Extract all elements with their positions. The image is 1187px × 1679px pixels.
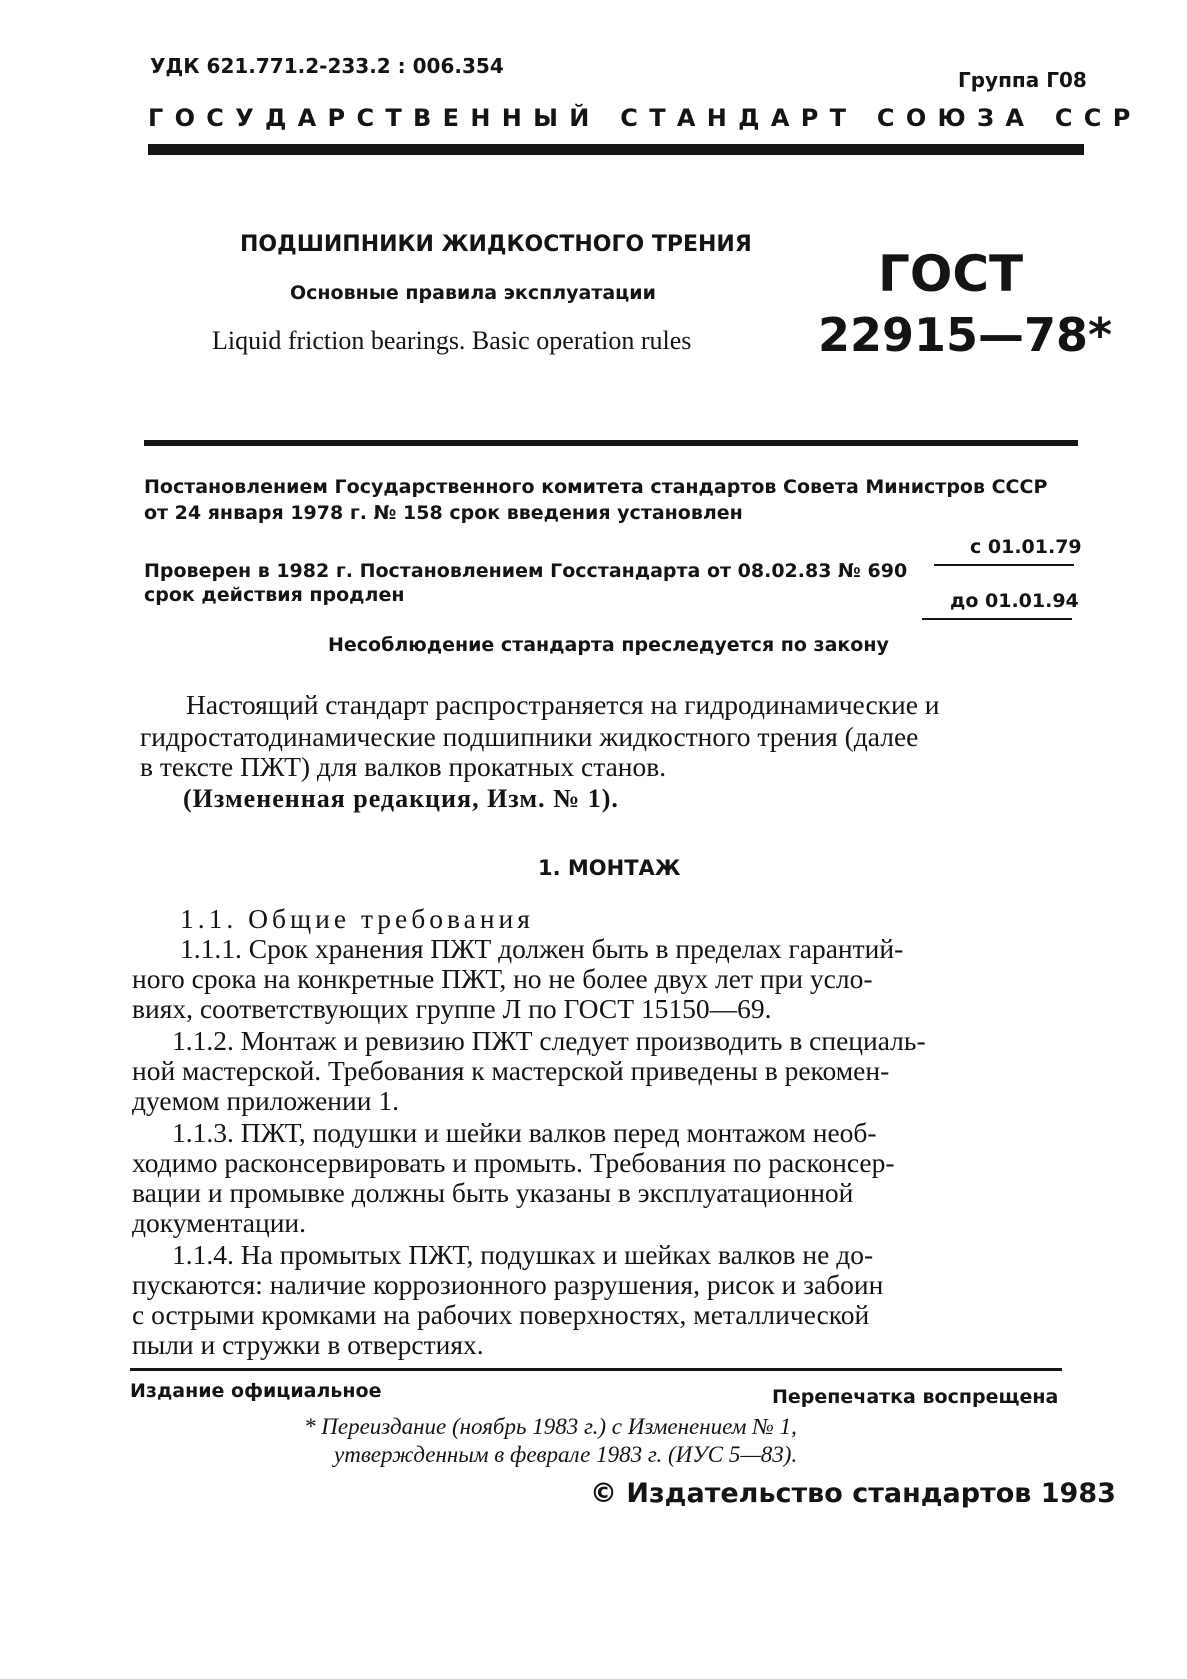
udc-code: УДК 621.771.2-233.2 : 006.354 (150, 54, 504, 78)
paragraph-line: вации и промывке должны быть указаны в эксплуатационной (132, 1177, 854, 1208)
header-thick-rule (148, 144, 1084, 155)
legal-warning: Несоблюдение стандарта преследуется по закону (328, 634, 889, 656)
title-divider-rule (144, 440, 1078, 446)
intro-line: в тексте ПЖТ) для валков прокатных станов. (140, 751, 667, 782)
paragraph-line: документации. (132, 1207, 307, 1238)
state-standard-heading: ГОСУДАРСТВЕННЫЙ СТАНДАРТ СОЮЗА ССР (148, 104, 1142, 132)
paragraph-line: дуемом приложении 1. (132, 1085, 399, 1116)
paragraph-line: 1.1.4. На промытых ПЖТ, подушках и шейках валков не до- (172, 1239, 874, 1270)
effective-date-underline (934, 564, 1074, 566)
reissue-note: утвержденным в феврале 1983 г. (ИУС 5—83). (334, 1442, 798, 1467)
paragraph-line: ной мастерской. Требования к мастерской приведены в рекомен- (132, 1055, 890, 1086)
standard-title-en: Liquid friction bearings. Basic operation rules (212, 326, 692, 355)
paragraph-line: с острыми кромками на рабочих поверхностях, металлической (132, 1299, 870, 1330)
expiry-date: до 01.01.94 (950, 590, 1079, 612)
publisher-copyright: © Издательство стандартов 1983 (590, 1478, 1116, 1509)
official-edition-label: Издание официальное (130, 1380, 382, 1402)
paragraph-line: виях, соответствующих группе Л по ГОСТ 15150—69. (132, 993, 772, 1024)
reissue-note: * Переиздание (ноябрь 1983 г.) с Изменением № 1, (304, 1414, 797, 1439)
subsection-heading: 1.1. Общие требования (180, 903, 534, 934)
paragraph-line: ного срока на конкретные ПЖТ, но не более двух лет при усло- (132, 963, 873, 994)
amendment-note: (Измененная редакция, Изм. № 1). (183, 784, 619, 813)
section-title: 1. МОНТАЖ (538, 856, 681, 880)
checked-line: срок действия продлен (144, 584, 405, 606)
decree-line: Постановлением Государственного комитета стандартов Совета Министров СССР (144, 476, 1048, 498)
gost-number: 22915—78* (818, 308, 1113, 362)
intro-line: Настоящий стандарт распространяется на гидродинамические и (186, 689, 940, 720)
reprint-prohibited-label: Перепечатка воспрещена (772, 1386, 1059, 1408)
paragraph-line: 1.1.2. Монтаж и ревизию ПЖТ следует производить в специаль- (172, 1025, 926, 1056)
paragraph-line: пыли и стружки в отверстиях. (132, 1329, 484, 1360)
gost-label: ГОСТ (878, 245, 1024, 303)
checked-line: Проверен в 1982 г. Постановлением Госстандарта от 08.02.83 № 690 (144, 560, 908, 582)
expiry-date-underline (922, 618, 1072, 620)
standard-title-ru: ПОДШИПНИКИ ЖИДКОСТНОГО ТРЕНИЯ (240, 232, 752, 257)
effective-date: с 01.01.79 (970, 536, 1082, 558)
standard-subtitle-ru: Основные правила эксплуатации (290, 282, 656, 304)
paragraph-line: пускаются: наличие коррозионного разрушения, рисок и забоин (132, 1269, 884, 1300)
footer-rule (130, 1368, 1062, 1371)
paragraph-line: ходимо расконсервировать и промыть. Требования по расконсер- (132, 1147, 895, 1178)
group-code: Группа Г08 (958, 68, 1087, 92)
paragraph-line: 1.1.1. Срок хранения ПЖТ должен быть в пределах гарантий- (180, 933, 904, 964)
intro-line: гидростатодинамические подшипники жидкостного трения (далее (140, 721, 919, 752)
decree-line: от 24 января 1978 г. № 158 срок введения установлен (144, 502, 743, 524)
paragraph-line: 1.1.3. ПЖТ, подушки и шейки валков перед монтажом необ- (172, 1117, 877, 1148)
